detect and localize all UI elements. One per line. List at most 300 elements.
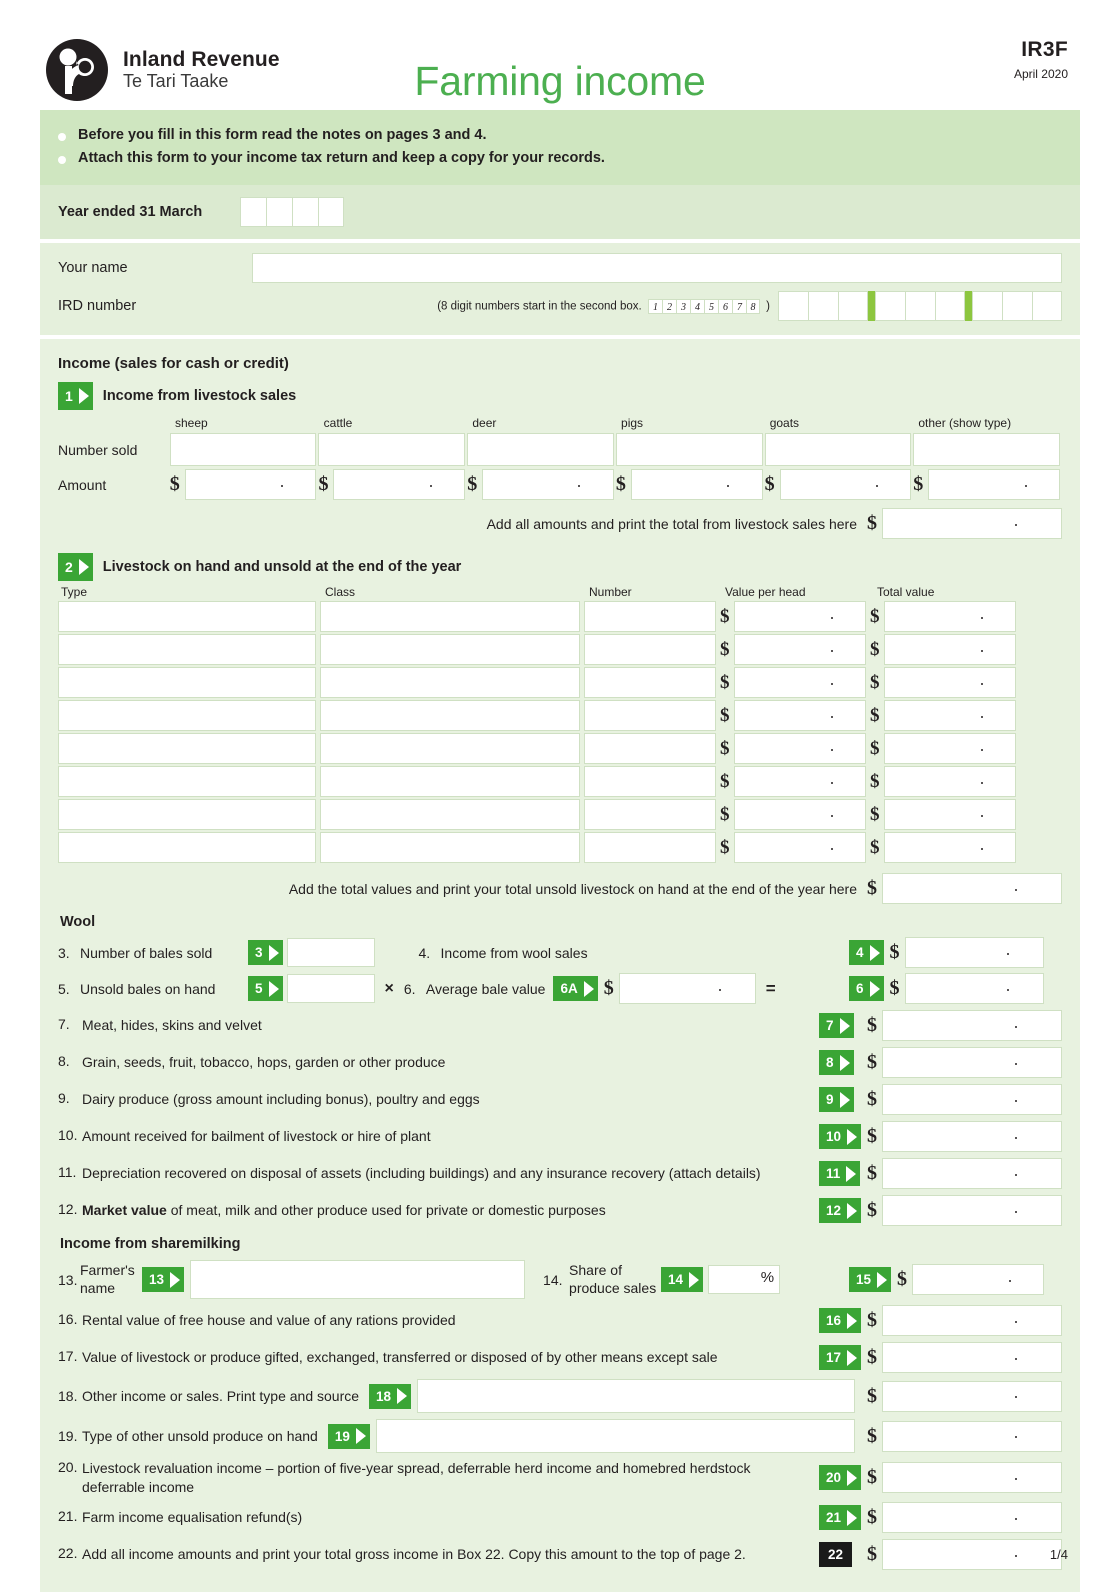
livestock-number-input[interactable] (584, 832, 716, 863)
badge-13: 13 (142, 1267, 184, 1292)
amount-goats (765, 469, 912, 500)
item-21 (58, 1502, 1062, 1533)
col-header-pigs: pigs (621, 416, 644, 431)
item-number: 7. (58, 1016, 70, 1033)
total-value-cell (870, 601, 1016, 632)
number-sold-cattle-input[interactable] (318, 433, 465, 466)
value-per-head-input[interactable] (734, 799, 866, 830)
share-of-produce-input[interactable] (708, 1265, 780, 1294)
org-name-maori: Te Tari Taake (123, 71, 229, 92)
item-number: 8. (58, 1053, 70, 1070)
unsold-bales-input[interactable] (287, 974, 375, 1003)
item-20-amount (867, 1462, 1062, 1493)
value-per-head-input[interactable] (734, 766, 866, 797)
number-sold-goats-input[interactable] (765, 433, 912, 466)
amount-goats-input[interactable] (780, 469, 912, 500)
item-15-input[interactable] (912, 1264, 1044, 1295)
table-row (58, 601, 1062, 632)
sample-digit: 1 (648, 299, 662, 314)
total-value-input[interactable] (884, 832, 1016, 863)
notice-item (58, 149, 1062, 169)
total-value-input[interactable] (884, 667, 1016, 698)
item-number: 19. (58, 1428, 78, 1445)
value-per-head-input[interactable] (734, 601, 866, 632)
badge-col (819, 1087, 867, 1112)
item-22-text (58, 1545, 819, 1563)
total-value-cell (870, 700, 1016, 731)
dollar-sign: $ (867, 1384, 877, 1407)
dollar-sign: $ (169, 473, 180, 496)
item-12-text (58, 1201, 819, 1219)
item-15-amount-group (849, 1264, 1044, 1295)
livestock-number-input[interactable] (584, 634, 716, 665)
ird-group-3[interactable] (972, 291, 1062, 321)
item-3-number: 3. (58, 944, 70, 961)
item-7 (58, 1010, 1062, 1041)
number-sold-label: Number sold (58, 441, 138, 458)
dollar-sign: $ (867, 1014, 877, 1037)
livestock-type-input[interactable] (58, 634, 316, 665)
item-8-input[interactable] (882, 1047, 1062, 1078)
ird-digit-box[interactable] (778, 291, 808, 321)
ird-number-input[interactable] (778, 291, 1062, 321)
ird-digit-box[interactable] (972, 291, 1002, 321)
dollar-sign: $ (897, 1268, 908, 1291)
livestock-sales-total-label: Add all amounts and print the total from livestock sales here (486, 515, 857, 532)
amount-row (58, 469, 1062, 500)
value-per-head-cell (720, 799, 866, 830)
livestock-number-input[interactable] (584, 799, 716, 830)
livestock-type-input[interactable] (58, 733, 316, 764)
livestock-class-input[interactable] (320, 634, 580, 665)
total-value-cell (870, 766, 1016, 797)
dollar-sign: $ (867, 1125, 877, 1148)
col-header-goats: goats (769, 416, 800, 431)
item-4-input[interactable] (905, 937, 1044, 968)
notice-item (58, 126, 1062, 146)
item-13-label-line2: name (80, 1279, 116, 1296)
dollar-sign: $ (318, 473, 329, 496)
sample-digit: 3 (676, 299, 690, 314)
item-description: Market value of meat, milk and other produce used for private or domestic purposes (82, 1202, 606, 1219)
avg-bale-value-input[interactable] (619, 973, 756, 1004)
item-7-text (58, 1016, 819, 1034)
form-code: IR3F (1021, 38, 1068, 61)
amount-pigs-input[interactable] (631, 469, 763, 500)
value-per-head-input[interactable] (734, 667, 866, 698)
livestock-class-input[interactable] (320, 700, 580, 731)
item-18-input[interactable] (882, 1381, 1062, 1412)
item-6-label: Average bale value (425, 980, 546, 997)
your-name-row (58, 253, 1062, 283)
ird-digit-box[interactable] (808, 291, 838, 321)
ird-hint-digit-sample (648, 299, 760, 314)
bales-sold-input[interactable] (287, 938, 375, 967)
dollar-sign: $ (603, 977, 614, 1000)
number-sold-row (58, 433, 1062, 466)
dollar-sign: $ (720, 836, 730, 858)
livestock-class-input[interactable] (320, 832, 580, 863)
livestock-type-input[interactable] (58, 700, 316, 731)
item-4-label: Income from wool sales (440, 944, 588, 961)
year-digit-box[interactable] (292, 197, 318, 227)
item-13-label-line1: Farmer's (80, 1262, 135, 1279)
year-digit-box[interactable] (318, 197, 344, 227)
badge-6: 6 (849, 976, 884, 1001)
ird-digit-box[interactable] (1002, 291, 1032, 321)
box-1-badge: 1 (58, 382, 93, 410)
livestock-on-hand-total-input[interactable] (882, 873, 1062, 904)
item-10 (58, 1121, 1062, 1152)
value-per-head-cell (720, 832, 866, 863)
col-header-class: Class (325, 585, 356, 600)
box-2-badge: 2 (58, 553, 93, 581)
sample-digit: 6 (718, 299, 732, 314)
year-ended-band (40, 185, 1080, 239)
item-6-amount (890, 973, 1044, 1004)
badge-col (819, 1013, 867, 1038)
livestock-on-hand-total-label: Add the total values and print your total unsold livestock on hand at the end of the year here (288, 880, 857, 897)
amount-sheep-input[interactable] (185, 469, 317, 500)
value-per-head-input[interactable] (734, 634, 866, 665)
year-digit-box[interactable] (266, 197, 292, 227)
item-4-amount-group (849, 937, 1044, 968)
item-13-label (80, 1262, 142, 1297)
value-per-head-cell (720, 601, 866, 632)
farmers-name-input[interactable] (190, 1260, 525, 1299)
number-sold-sheep-input[interactable] (170, 433, 317, 466)
item-14-label-line1: Share of (569, 1262, 622, 1279)
sharemilking-row-13-15 (58, 1260, 1062, 1299)
item-10-input[interactable] (882, 1121, 1062, 1152)
total-value-input[interactable] (884, 700, 1016, 731)
item-3-label: Number of bales sold (80, 944, 213, 961)
livestock-on-hand-total-row (58, 873, 1062, 904)
livestock-number-input[interactable] (584, 766, 716, 797)
org-name: Inland Revenue (123, 47, 280, 71)
item-19-text-input[interactable] (376, 1419, 855, 1453)
badge-10: 10 (819, 1124, 861, 1149)
item-description: Type of other unsold produce on hand (82, 1427, 318, 1444)
table-row (58, 667, 1062, 698)
item-16-input[interactable] (882, 1305, 1062, 1336)
livestock-class-input[interactable] (320, 799, 580, 830)
item-11-text (58, 1164, 819, 1182)
wool-heading: Wool (60, 914, 96, 931)
badge-12: 12 (819, 1198, 861, 1223)
item-number: 12. (58, 1201, 78, 1218)
item-4-number: 4. (418, 944, 431, 961)
dollar-sign: $ (870, 605, 880, 627)
item-14-label-line2: produce sales (569, 1279, 657, 1296)
item-9-text (58, 1090, 819, 1108)
col-header-other: other (show type) (918, 416, 1012, 431)
livestock-type-input[interactable] (58, 601, 316, 632)
badge-15: 15 (849, 1267, 891, 1292)
badge-8: 8 (819, 1050, 854, 1075)
value-per-head-input[interactable] (734, 832, 866, 863)
value-per-head-cell (720, 634, 866, 665)
item-14-label (569, 1262, 661, 1297)
item-8 (58, 1047, 1062, 1078)
total-value-cell (870, 832, 1016, 863)
item-description: Farm income equalisation refund(s) (82, 1509, 303, 1526)
box-2-label: Livestock on hand and unsold at the end of the year (102, 559, 462, 576)
box2-heading (58, 553, 1062, 581)
amount-label: Amount (58, 476, 107, 493)
ird-digit-box[interactable] (875, 291, 905, 321)
badge-14: 14 (661, 1267, 703, 1292)
item-6-input[interactable] (905, 973, 1044, 1004)
table-row (58, 799, 1062, 830)
livestock-type-input[interactable] (58, 832, 316, 863)
item-description: Add all income amounts and print your total gross income in Box 22. Copy this amount to the top of page 2. (82, 1546, 746, 1563)
multiply-symbol: × (384, 979, 394, 997)
dollar-sign: $ (870, 803, 880, 825)
livestock-type-input[interactable] (58, 799, 316, 830)
item-description: Other income or sales. Print type and source (82, 1387, 360, 1404)
bullet-icon (58, 133, 66, 141)
notice-band (40, 110, 1080, 185)
box-1-label: Income from livestock sales (102, 388, 297, 405)
item-description: Meat, hides, skins and velvet (82, 1017, 262, 1034)
amount-cattle-input[interactable] (333, 469, 465, 500)
item-8-amount (867, 1047, 1062, 1078)
livestock-number-input[interactable] (584, 667, 716, 698)
item-description: Amount received for bailment of livestock or hire of plant (82, 1128, 431, 1145)
dollar-sign: $ (867, 1543, 877, 1566)
dollar-sign: $ (720, 638, 730, 660)
livestock-sales-headers (170, 416, 1062, 430)
dollar-sign: $ (867, 877, 877, 900)
total-value-input[interactable] (884, 733, 1016, 764)
item-11 (58, 1158, 1062, 1189)
dollar-sign: $ (720, 737, 730, 759)
item-description: Rental value of free house and value of any rations provided (82, 1312, 456, 1329)
dollar-sign: $ (870, 671, 880, 693)
item-22-input[interactable] (882, 1539, 1062, 1570)
item-description: Grain, seeds, fruit, tobacco, hops, garden or other produce (82, 1054, 446, 1071)
ird-hint-post: ) (766, 300, 770, 313)
col-header-sheep: sheep (175, 416, 208, 431)
item-6-amount-group (849, 973, 1044, 1004)
dollar-sign: $ (764, 473, 775, 496)
identity-band (40, 243, 1080, 335)
sample-digit: 7 (732, 299, 746, 314)
item-12-amount (867, 1195, 1062, 1226)
dollar-sign: $ (720, 605, 730, 627)
item-22 (58, 1539, 1062, 1570)
dollar-sign: $ (720, 770, 730, 792)
page-title: Farming income (414, 58, 706, 104)
livestock-table-headers (58, 585, 1062, 599)
income-section (40, 339, 1080, 1592)
badge-16: 16 (819, 1308, 861, 1333)
item-21-input[interactable] (882, 1502, 1062, 1533)
item-14-number: 14. (543, 1271, 563, 1288)
badge-col (819, 1308, 867, 1333)
livestock-type-input[interactable] (58, 766, 316, 797)
dollar-sign: $ (867, 1506, 877, 1529)
item-number: 11. (58, 1164, 77, 1181)
table-row (58, 733, 1062, 764)
dollar-sign: $ (720, 704, 730, 726)
dollar-sign: $ (870, 836, 880, 858)
total-value-input[interactable] (884, 601, 1016, 632)
item-20 (58, 1459, 1062, 1496)
notice-text-1: Before you fill in this form read the notes on pages 3 and 4. (78, 127, 487, 143)
item-4-amount (890, 937, 1044, 968)
amount-pigs (616, 469, 763, 500)
dollar-sign: $ (870, 737, 880, 759)
item-7-input[interactable] (882, 1010, 1062, 1041)
item-number: 21. (58, 1508, 78, 1525)
badge-7: 7 (819, 1013, 854, 1038)
table-row (58, 766, 1062, 797)
total-value-input[interactable] (884, 799, 1016, 830)
item-17-input[interactable] (882, 1342, 1062, 1373)
item-21-text (58, 1508, 819, 1526)
table-row (58, 700, 1062, 731)
amount-cattle (318, 469, 465, 500)
dollar-sign: $ (870, 770, 880, 792)
item-19-amount (867, 1421, 1062, 1452)
page-number: 1/4 (1049, 1547, 1068, 1562)
total-value-cell (870, 799, 1016, 830)
sharemilking-heading: Income from sharemilking (60, 1236, 241, 1253)
form-date: April 2020 (1013, 67, 1068, 81)
ird-number-label: IRD number (58, 298, 137, 315)
dollar-sign: $ (870, 638, 880, 660)
livestock-class-input[interactable] (320, 733, 580, 764)
col-header-total-value: Total value (877, 585, 935, 600)
item-12-input[interactable] (882, 1195, 1062, 1226)
ird-digit-box[interactable] (935, 291, 965, 321)
dollar-sign: $ (720, 803, 730, 825)
sample-digit: 8 (746, 299, 760, 314)
ird-separator (965, 291, 972, 321)
item-number: 9. (58, 1090, 70, 1107)
livestock-number-input[interactable] (584, 700, 716, 731)
item-16-amount (867, 1305, 1062, 1336)
number-sold-deer-input[interactable] (467, 433, 614, 466)
item-number: 16. (58, 1311, 78, 1328)
number-sold-pigs-input[interactable] (616, 433, 763, 466)
item-17-amount (867, 1342, 1062, 1373)
dollar-sign: $ (867, 1051, 877, 1074)
badge-col (819, 1050, 867, 1075)
ird-separator (868, 291, 875, 321)
notice-text-2: Attach this form to your income tax return and keep a copy for your records. (78, 149, 605, 166)
item-19-input[interactable] (882, 1421, 1062, 1452)
total-value-cell (870, 634, 1016, 665)
item-22-amount (867, 1539, 1062, 1570)
badge-4: 4 (849, 940, 884, 965)
item-15-amount (897, 1264, 1044, 1295)
ird-hint-pre: (8 digit numbers start in the second box. (437, 300, 642, 313)
livestock-sales-grid (58, 416, 1062, 539)
livestock-on-hand-table (58, 585, 1062, 904)
year-ended-input[interactable] (240, 197, 344, 227)
badge-col (819, 1161, 867, 1186)
livestock-class-input[interactable] (320, 667, 580, 698)
badge-20: 20 (819, 1465, 861, 1490)
value-per-head-input[interactable] (734, 733, 866, 764)
badge-19: 19 (328, 1424, 370, 1449)
equals-symbol: = (765, 978, 776, 998)
ird-digit-box[interactable] (905, 291, 935, 321)
table-row (58, 634, 1062, 665)
amount-other (913, 469, 1060, 500)
number-sold-other-input[interactable] (913, 433, 1060, 466)
livestock-number-input[interactable] (584, 733, 716, 764)
item-17-text (58, 1348, 819, 1366)
avg-bale-value-group (604, 973, 756, 1004)
livestock-type-input[interactable] (58, 667, 316, 698)
value-per-head-input[interactable] (734, 700, 866, 731)
item-9-input[interactable] (882, 1084, 1062, 1115)
your-name-input[interactable] (252, 253, 1062, 283)
item-12 (58, 1195, 1062, 1226)
amount-other-input[interactable] (928, 469, 1060, 500)
dollar-sign: $ (889, 977, 900, 1000)
year-digit-box[interactable] (240, 197, 266, 227)
livestock-on-hand-total (867, 873, 1062, 904)
dollar-sign: $ (720, 671, 730, 693)
badge-3: 3 (248, 940, 283, 965)
total-value-input[interactable] (884, 634, 1016, 665)
badge-11: 11 (819, 1161, 860, 1186)
box1-heading (58, 382, 1062, 410)
dollar-sign: $ (867, 1088, 877, 1111)
value-per-head-cell (720, 733, 866, 764)
livestock-class-input[interactable] (320, 766, 580, 797)
amount-deer (467, 469, 614, 500)
badge-col (819, 1345, 867, 1370)
ird-hint (437, 299, 770, 314)
ird-group-1[interactable] (778, 291, 868, 321)
badge-col (819, 1198, 867, 1223)
wool-row-5-6 (58, 973, 1062, 1004)
dollar-sign: $ (467, 473, 478, 496)
sample-digit: 2 (662, 299, 676, 314)
badge-5: 5 (248, 976, 283, 1001)
item-16 (58, 1305, 1062, 1336)
livestock-number-input[interactable] (584, 601, 716, 632)
livestock-class-input[interactable] (320, 601, 580, 632)
value-per-head-cell (720, 766, 866, 797)
item-20-input[interactable] (882, 1462, 1062, 1493)
item-18-text-input[interactable] (417, 1379, 855, 1413)
amount-deer-input[interactable] (482, 469, 614, 500)
item-13-number: 13. (58, 1271, 78, 1288)
ird-group-2[interactable] (875, 291, 965, 321)
total-value-input[interactable] (884, 766, 1016, 797)
col-header-number: Number (589, 585, 632, 600)
item-11-input[interactable] (882, 1158, 1062, 1189)
year-ended-label: Year ended 31 March (58, 204, 203, 221)
ird-digit-box[interactable] (838, 291, 868, 321)
badge-col (819, 1124, 867, 1149)
item-6-number: 6. (403, 980, 416, 997)
item-16-text (58, 1311, 819, 1329)
form-code-block (1014, 38, 1068, 81)
ird-digit-box[interactable] (1032, 291, 1062, 321)
item-12-bold: Market value (82, 1202, 167, 1219)
livestock-sales-total-input[interactable] (882, 508, 1062, 539)
total-value-cell (870, 667, 1016, 698)
item-description: Livestock revaluation income – portion of five-year spread, deferrable herd income and homebred herdstock deferrable income (82, 1460, 751, 1495)
